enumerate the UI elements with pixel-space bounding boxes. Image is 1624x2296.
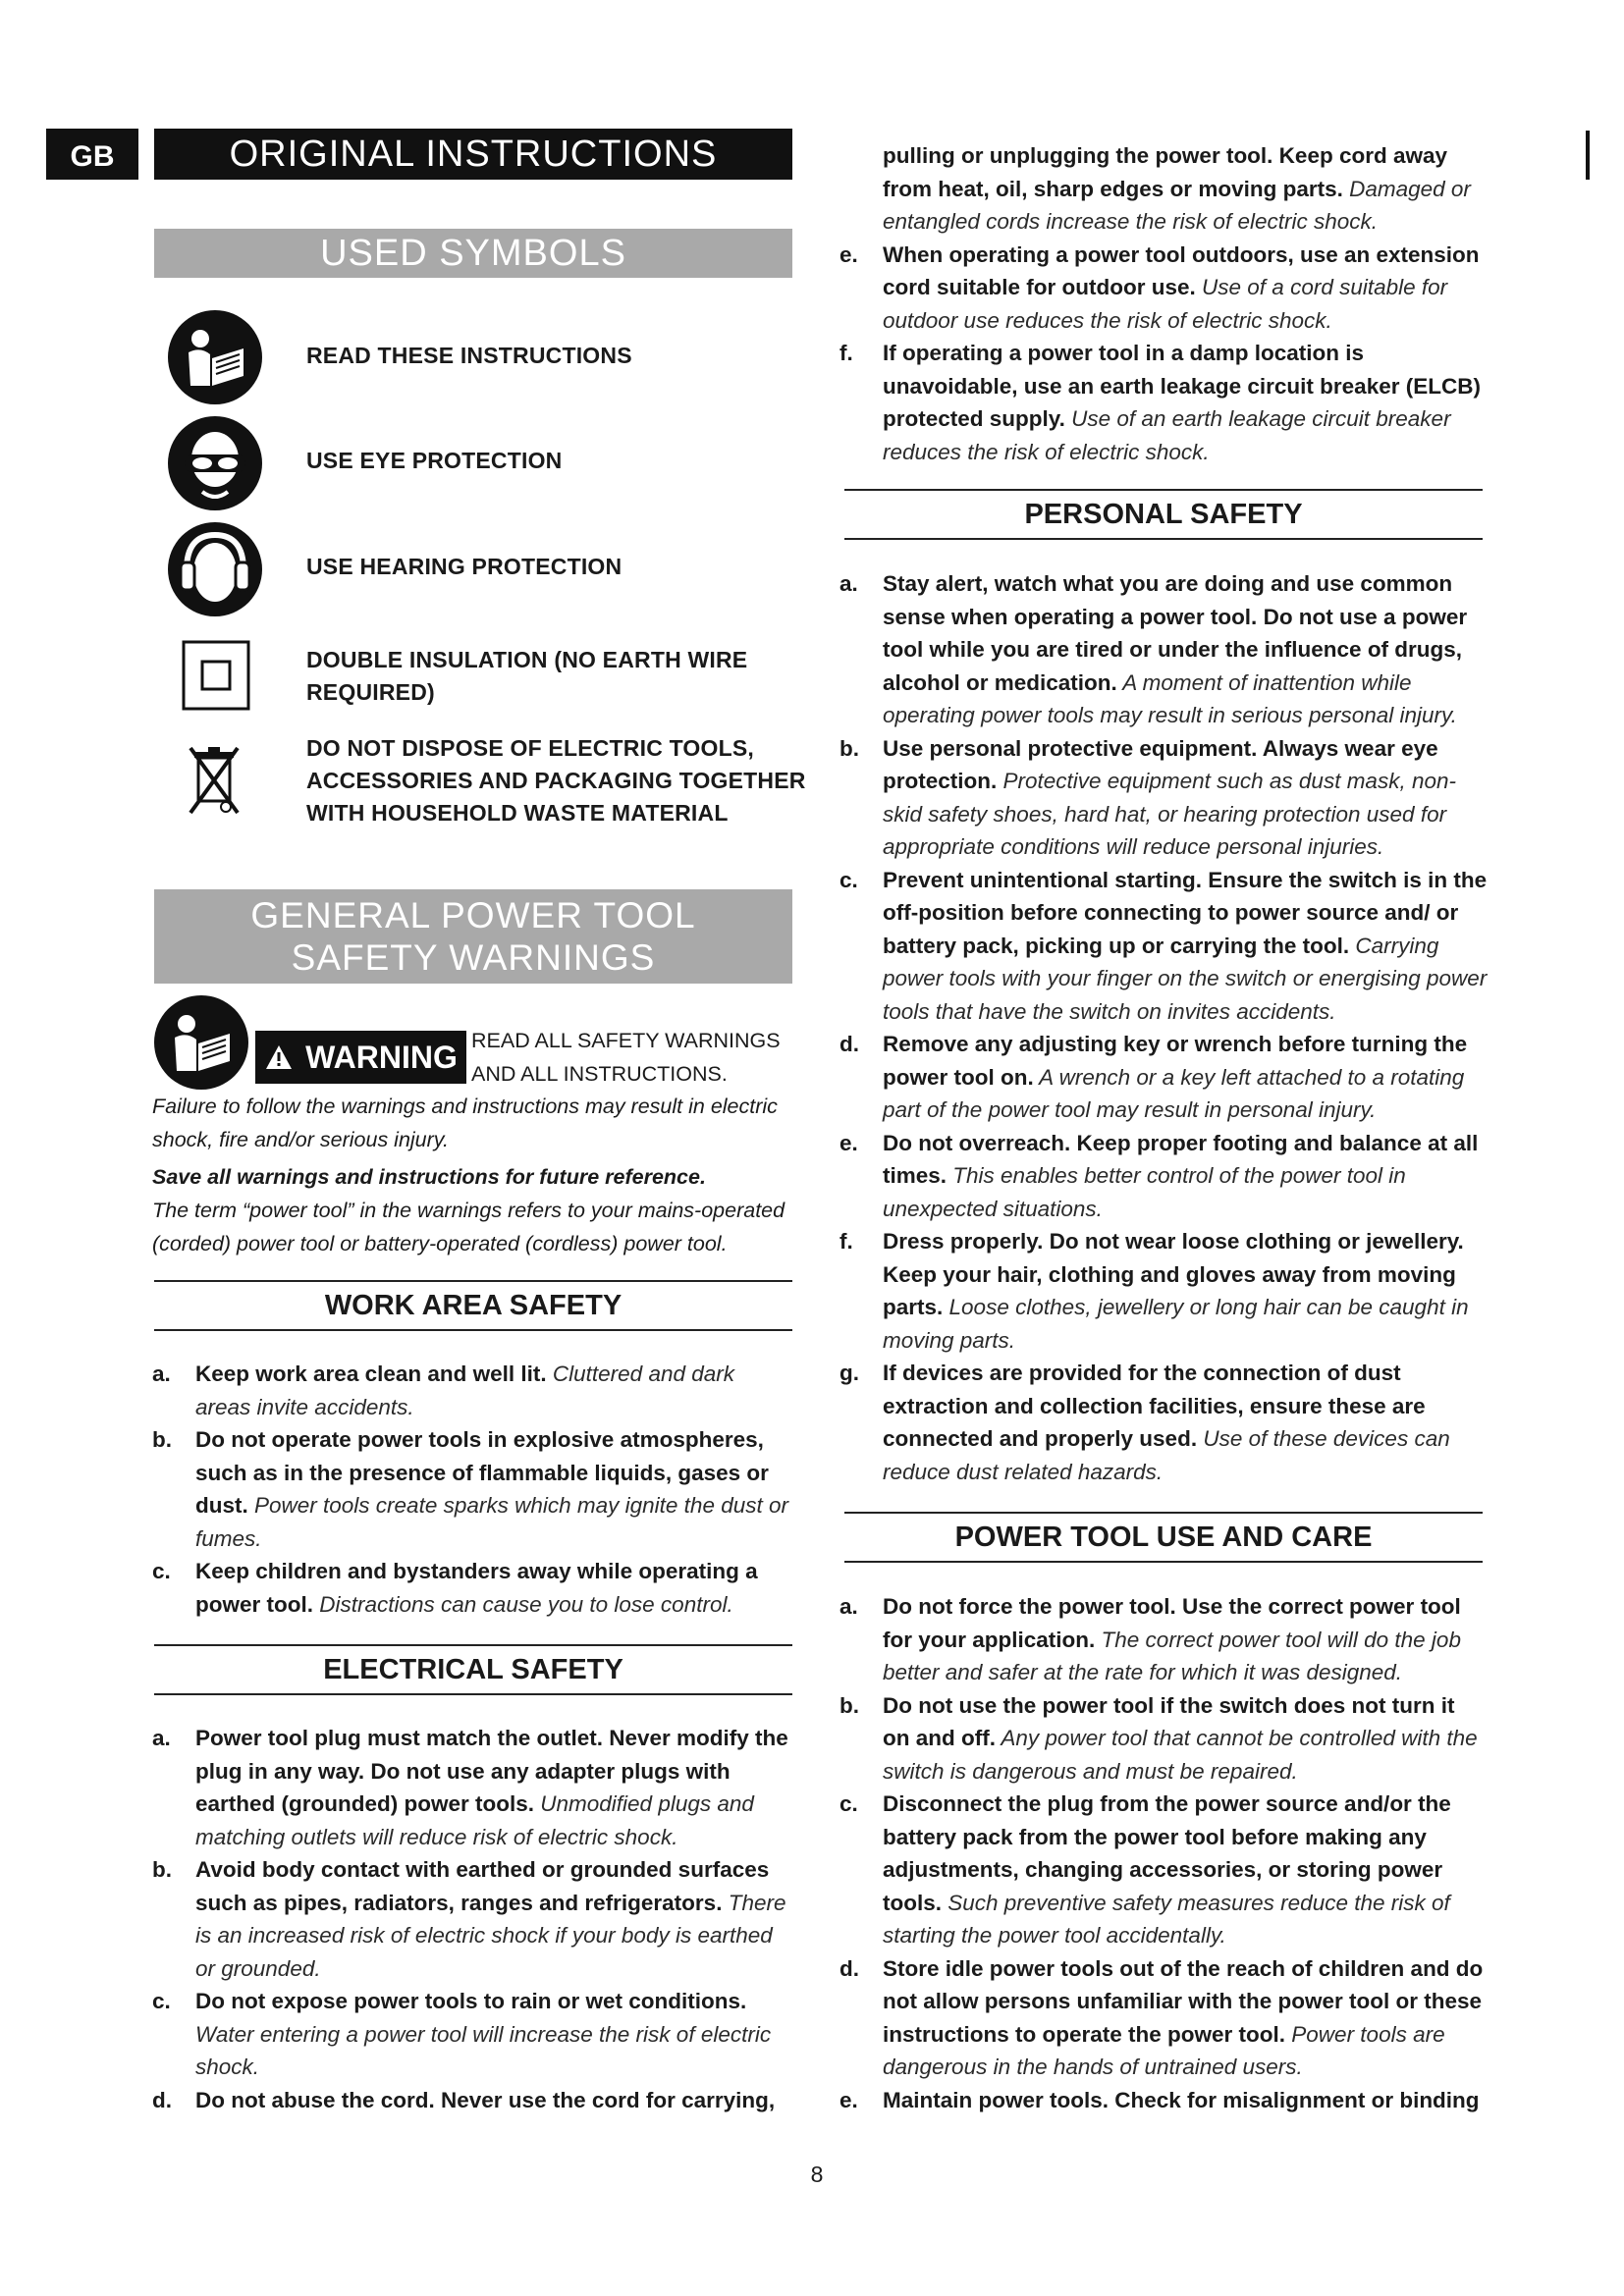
item-label: b. xyxy=(152,1857,172,1882)
warning-paragraph xyxy=(152,1025,792,1156)
electrical-list xyxy=(152,1722,792,2116)
item-italic-text: Power tools create sparks which may ignite the dust or fumes. xyxy=(195,1493,789,1551)
list-item xyxy=(152,2084,792,2117)
item-bold-text: Use personal protective equipment. Always wear eye protection. xyxy=(883,735,1438,793)
item-italic-text: Use of these devices can reduce dust related hazards. xyxy=(883,1426,1450,1484)
page-number: 8 xyxy=(810,2162,824,2187)
item-italic-text: Use of a cord suitable for outdoor use reduces the risk of electric shock. xyxy=(883,275,1448,333)
list-item xyxy=(839,1689,1488,1789)
term-note: The term “power tool” in the warnings refers to your mains-operated (corded) power tool or battery-operated (cordless) power tool. xyxy=(152,1199,785,1255)
eye-protection-icon xyxy=(167,415,263,511)
electrical-heading-text: ELECTRICAL SAFETY xyxy=(323,1654,623,1685)
electrical-heading xyxy=(154,1644,792,1695)
hearing-protection-icon xyxy=(167,521,263,617)
item-italic-text: Use of an earth leakage circuit breaker reduces the risk of electric shock. xyxy=(883,406,1451,464)
tool-use-heading xyxy=(844,1512,1483,1563)
item-bold-text: Do not operate power tools in explosive atmospheres, such as in the presence of flammable liquids, gases or dust. xyxy=(195,1427,769,1518)
item-label: c. xyxy=(152,1559,171,1583)
item-bold-text: pulling or unplugging the power tool. Keep cord away from heat, oil, sharp edges or moving parts. xyxy=(883,143,1448,201)
save-note: Save all warnings and instructions for future reference. xyxy=(152,1165,706,1189)
item-italic-text: A wrench or a key left attached to a rotating part of the power tool may result in personal injury. xyxy=(883,1064,1465,1122)
personal-safety-heading-text: PERSONAL SAFETY xyxy=(1024,499,1303,530)
list-item xyxy=(839,1590,1488,1689)
item-italic-text: Cluttered and dark areas invite accidents. xyxy=(195,1362,735,1419)
list-item xyxy=(839,337,1488,468)
double-insulation-icon xyxy=(182,640,250,711)
item-bold-text: Do not expose power tools to rain or wet conditions. xyxy=(195,1989,747,2013)
item-label: g. xyxy=(839,1361,859,1385)
item-label: b. xyxy=(839,735,859,761)
item-italic-text: Any power tool that cannot be controlled with the switch is dangerous and must be repaired. xyxy=(883,1726,1478,1784)
general-warnings-heading xyxy=(154,889,792,984)
item-bold-text: Keep children and bystanders away while operating a power tool. xyxy=(195,1559,758,1617)
item-italic-text: Protective equipment such as dust mask, non-skid safety shoes, hard hat, or hearing protection used for appropriate conditions will reduce personal injuries. xyxy=(883,769,1456,859)
list-item xyxy=(839,732,1488,864)
item-bold-text: Power tool plug must match the outlet. Never modify the plug in any way. Do not use any adapter plugs with earthed (grounded) power tools. xyxy=(195,1726,788,1816)
item-label: d. xyxy=(152,2087,172,2112)
list-item xyxy=(152,1853,792,1985)
list-item xyxy=(152,1985,792,2084)
item-label: c. xyxy=(152,1989,171,2013)
item-bold-text: Do not use the power tool if the switch does not turn it on and off. xyxy=(883,1692,1455,1750)
item-label: a. xyxy=(839,1594,858,1619)
item-label: f. xyxy=(839,341,853,365)
item-bold-text: Dress properly. Do not wear loose clothing or jewellery. Keep your hair, clothing and gloves away from moving parts. xyxy=(883,1229,1464,1319)
symbol-text-insulation: DOUBLE INSULATION (NO EARTH WIRE REQUIRED) xyxy=(306,647,748,705)
margin-rule xyxy=(1586,131,1590,180)
item-label: a. xyxy=(839,571,858,596)
item-label: f. xyxy=(839,1229,853,1254)
language-badge: GB xyxy=(46,129,138,180)
item-bold-text: Do not force the power tool. Use the correct power tool for your application. xyxy=(883,1594,1461,1652)
item-bold-text: Remove any adjusting key or wrench before turning the power tool on. xyxy=(883,1032,1468,1090)
list-item xyxy=(839,139,1488,239)
item-bold-text: When operating a power tool outdoors, use an extension cord suitable for outdoor use. xyxy=(883,241,1480,299)
list-item xyxy=(839,1357,1488,1488)
list-item xyxy=(152,1423,792,1555)
read-manual-icon xyxy=(167,309,263,405)
list-item xyxy=(152,1555,792,1621)
list-item xyxy=(839,1127,1488,1226)
item-label: b. xyxy=(839,1692,859,1718)
list-item xyxy=(152,1722,792,1853)
electrical-continued-list xyxy=(839,139,1488,468)
symbol-text-disposal: DO NOT DISPOSE OF ELECTRIC TOOLS, ACCESSORIES AND PACKAGING TOGETHER WITH HOUSEHOLD WASTE MATERIAL xyxy=(306,735,806,826)
personal-safety-heading xyxy=(844,489,1483,540)
item-label: c. xyxy=(839,867,858,892)
item-italic-text: The correct power tool will do the job better and safer at the rate for which it was designed. xyxy=(883,1627,1461,1684)
item-italic-text: Water entering a power tool will increase the risk of electric shock. xyxy=(195,2021,772,2079)
item-bold-text: Do not abuse the cord. Never use the cord for carrying, xyxy=(195,2087,776,2112)
item-italic-text: Unmodified plugs and matching outlets will reduce risk of electric shock. xyxy=(195,1791,754,1849)
item-italic-text: Distractions can cause you to lose control. xyxy=(313,1591,733,1617)
work-area-heading xyxy=(154,1280,792,1331)
symbol-text-read: READ THESE INSTRUCTIONS xyxy=(306,343,632,368)
used-symbols-heading: USED SYMBOLS xyxy=(154,229,792,278)
item-bold-text: Do not overreach. Keep proper footing and balance at all times. xyxy=(883,1130,1479,1188)
general-warnings-heading-line2: SAFETY WARNINGS xyxy=(291,937,656,978)
item-italic-text: Such preventive safety measures reduce the risk of starting the power tool accidentally. xyxy=(883,1890,1450,1948)
crossed-bin-icon xyxy=(187,744,242,823)
personal-safety-list xyxy=(839,567,1488,1488)
item-label: c. xyxy=(839,1791,858,1816)
list-item xyxy=(839,239,1488,338)
item-bold-text: Maintain power tools. Check for misalignment or binding xyxy=(883,2087,1480,2112)
item-bold-text: Stay alert, watch what you are doing and use common sense when operating a power tool. Do not use a power tool while you are tired or under the influence of drugs, alcohol or medication. xyxy=(883,571,1468,695)
list-item xyxy=(839,2084,1488,2117)
item-label: d. xyxy=(839,1955,859,1981)
work-area-list xyxy=(152,1358,792,1621)
item-label: b. xyxy=(152,1427,172,1452)
item-bold-text: Disconnect the plug from the power source and/or the battery pack from the power tool before making any adjustments, changing accessories, or storing power tools. xyxy=(883,1791,1451,1915)
item-italic-text: Damaged or entangled cords increase the risk of electric shock. xyxy=(883,176,1471,234)
item-italic-text: There is an increased risk of electric shock if your body is earthed or grounded. xyxy=(195,1890,786,1981)
item-bold-text: Keep work area clean and well lit. xyxy=(195,1362,547,1386)
warning-label: WARNING xyxy=(305,1039,458,1075)
symbol-text-eye: USE EYE PROTECTION xyxy=(306,448,563,473)
symbol-text-hearing: USE HEARING PROTECTION xyxy=(306,554,623,579)
item-italic-text: This enables better control of the power tool in unexpected situations. xyxy=(883,1163,1406,1221)
list-item xyxy=(839,1225,1488,1357)
item-italic-text: Carrying power tools with your finger on the switch or energising power tools that have the switch on invites accidents. xyxy=(883,933,1488,1024)
item-label: e. xyxy=(839,241,858,267)
item-label: e. xyxy=(839,2087,858,2112)
item-label: e. xyxy=(839,1130,858,1155)
list-item xyxy=(839,864,1488,1029)
item-label: d. xyxy=(839,1032,859,1056)
item-bold-text: Prevent unintentional starting. Ensure the switch is in the off-position before connecting to power source and/ or battery pack, picking up or carrying the tool. xyxy=(883,867,1488,958)
work-area-heading-text: WORK AREA SAFETY xyxy=(324,1290,623,1321)
warning-caps-text: READ ALL SAFETY WARNINGS AND ALL INSTRUCTIONS. xyxy=(471,1029,781,1086)
tool-use-list xyxy=(839,1590,1488,2116)
item-label: a. xyxy=(152,1362,171,1386)
item-label: a. xyxy=(152,1726,171,1750)
tool-use-heading-text: POWER TOOL USE AND CARE xyxy=(954,1522,1373,1553)
item-italic-text: Loose clothes, jewellery or long hair can be caught in moving parts. xyxy=(883,1295,1469,1353)
list-item xyxy=(839,1028,1488,1127)
warning-rest-text: Failure to follow the warnings and instructions may result in electric shock, fire and/or serious injury. xyxy=(152,1095,778,1151)
item-bold-text: Store idle power tools out of the reach of children and do not allow persons unfamiliar with the power tool or these instructions to operate the power tool. xyxy=(883,1955,1484,2047)
page-title: ORIGINAL INSTRUCTIONS xyxy=(154,129,792,180)
item-italic-text: A moment of inattention while operating power tools may result in serious personal injury. xyxy=(883,669,1457,727)
list-item xyxy=(152,1358,792,1423)
general-warnings-heading-line1: GENERAL POWER TOOL xyxy=(250,895,696,935)
list-item xyxy=(839,1788,1488,1952)
item-bold-text: If operating a power tool in a damp location is unavoidable, use an earth leakage circuit breaker (ELCB) protected supply. xyxy=(883,341,1481,431)
item-bold-text: If devices are provided for the connection of dust extraction and collection facilities, ensure these are connected and properly used. xyxy=(883,1361,1426,1451)
item-italic-text: Power tools are dangerous in the hands of untrained users. xyxy=(883,2021,1445,2079)
item-bold-text: Avoid body contact with earthed or grounded surfaces such as pipes, radiators, ranges and refrigerators. xyxy=(195,1857,770,1915)
list-item xyxy=(839,1952,1488,2084)
list-item xyxy=(839,567,1488,732)
